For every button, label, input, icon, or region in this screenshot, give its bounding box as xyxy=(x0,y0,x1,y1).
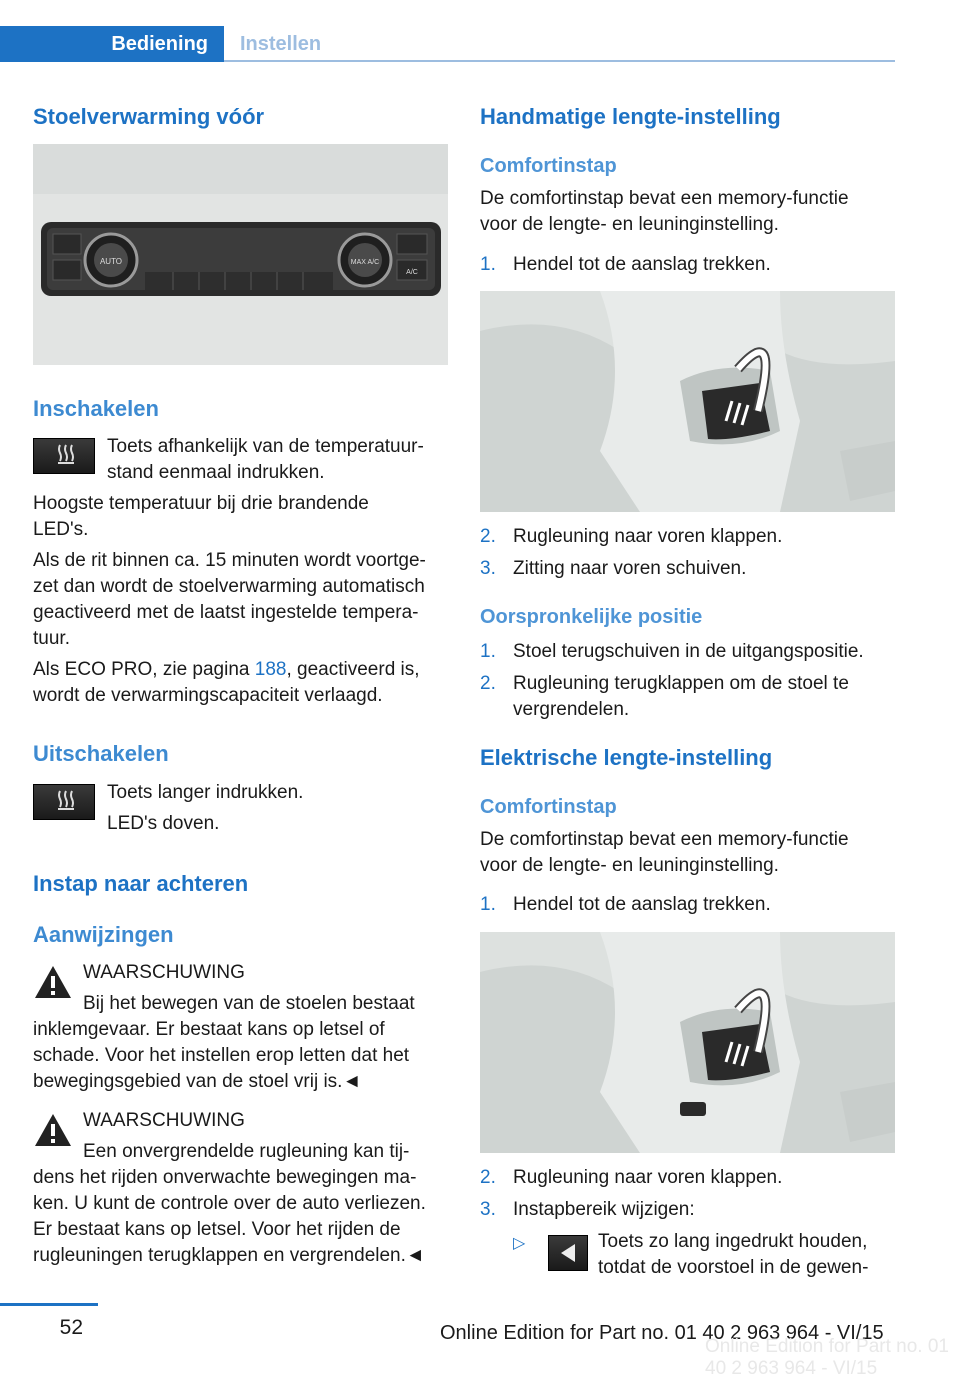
seat-heating-button-icon-2 xyxy=(33,784,95,820)
warning1-line3: schade. Voor het instellen erop letten dat het xyxy=(33,1045,410,1066)
heading-uitschakelen: Uitschakelen xyxy=(33,741,169,766)
inschakelen-p2d: tuur. xyxy=(33,628,70,649)
step-text: Rugleuning naar voren klappen. xyxy=(513,1167,783,1188)
bullet-marker: ▷ xyxy=(513,1235,526,1252)
warning1-line4: bewegingsgebied van de stoel vrij is.◄ xyxy=(33,1071,362,1092)
warning-triangle-icon xyxy=(33,964,73,1000)
climate-panel-figure xyxy=(33,144,448,365)
step-text: Rugleuning terugklappen om de stoel te xyxy=(513,673,849,694)
footer-accent-bar xyxy=(0,1303,98,1306)
intro2-line1: De comfortinstap bevat een memory-functie xyxy=(480,829,849,850)
ac-label: A/C xyxy=(406,269,418,276)
warning2-line3: ken. U kunt de controle over de auto verliezen. xyxy=(33,1193,426,1214)
electric-lever-figure xyxy=(480,932,895,1153)
heading-comfortinstap-2: Comfortinstap xyxy=(480,796,617,818)
warning-triangle-icon-2 xyxy=(33,1112,73,1148)
p3a-post: , geactiveerd is, xyxy=(286,659,420,680)
step-number: 1. xyxy=(480,894,496,915)
edition-text: Online Edition for Part no. 01 40 2 963 964 - VI/15 xyxy=(440,1322,884,1344)
page-number: 52 xyxy=(59,1316,83,1339)
p3a-pre: Als ECO PRO, zie pagina xyxy=(33,659,255,680)
warning2-line5: rugleuningen terugklappen en vergrendelen.◄ xyxy=(33,1245,425,1266)
max-ac-label: MAX A/C xyxy=(350,259,380,266)
step-text-cont: vergrendelen. xyxy=(513,699,630,720)
step-number: 1. xyxy=(480,641,496,662)
arrow-left-button-icon xyxy=(548,1235,588,1271)
warning2-line4: Er bestaat kans op letsel. Voor het rijden de xyxy=(33,1219,401,1240)
climate-panel-illustration xyxy=(33,144,448,365)
warning2-title: WAARSCHUWING xyxy=(83,1110,245,1131)
warning2-line1: Een onvergrendelde rugleuning kan tij- xyxy=(83,1141,410,1162)
tab-instellen[interactable]: Instellen xyxy=(240,33,322,55)
tab-divider xyxy=(224,60,895,62)
electric-lever-illustration xyxy=(480,932,895,1153)
heading-aanwijzingen: Aanwijzingen xyxy=(33,922,174,947)
uitschakelen-line2: LED's doven. xyxy=(107,813,220,834)
inschakelen-p3a xyxy=(33,657,420,683)
inschakelen-p1b: LED's. xyxy=(33,519,89,540)
step-text: Instapbereik wijzigen: xyxy=(513,1199,695,1220)
heading-elektrische: Elektrische lengte-instelling xyxy=(480,745,773,770)
intro1-line2: voor de lengte- en leuninginstelling. xyxy=(480,214,779,235)
inschakelen-line1: Toets afhankelijk van de temperatuur- xyxy=(107,436,424,457)
section-title-stoelverwarming: Stoelverwarming vóór xyxy=(33,104,265,129)
step-number: 3. xyxy=(480,1199,496,1220)
inschakelen-p1: Hoogste temperatuur bij drie brandende xyxy=(33,493,369,514)
bullet-line1: Toets zo lang ingedrukt houden, xyxy=(598,1231,868,1252)
seat-heating-button-icon xyxy=(33,438,95,474)
auto-label: AUTO xyxy=(99,257,123,266)
step-text: Hendel tot de aanslag trekken. xyxy=(513,894,771,915)
warning1-line2: inklemgevaar. Er bestaat kans op letsel of xyxy=(33,1019,385,1040)
step-text: Stoel terugschuiven in de uitgangspositie. xyxy=(513,641,864,662)
step-number: 2. xyxy=(480,673,496,694)
step-number: 1. xyxy=(480,254,496,275)
inschakelen-p2a: Als de rit binnen ca. 15 minuten wordt voortge- xyxy=(33,550,426,571)
inschakelen-p2c: geactiveerd met de laatst ingestelde tempera- xyxy=(33,602,419,623)
inschakelen-p3b: wordt de verwarmingscapaciteit verlaagd. xyxy=(33,685,383,706)
heading-comfortinstap-1: Comfortinstap xyxy=(480,155,617,177)
step-number: 2. xyxy=(480,1167,496,1188)
heading-oorspronkelijke: Oorspronkelijke positie xyxy=(480,606,703,628)
page-link-188[interactable]: 188 xyxy=(254,659,287,680)
step-number: 3. xyxy=(480,558,496,579)
inschakelen-line2: stand eenmaal indrukken. xyxy=(107,462,325,483)
step-text: Zitting naar voren schuiven. xyxy=(513,558,747,579)
watermark: Online Edition for Part no. 01 40 2 963 964 - VI/15 xyxy=(705,1336,949,1379)
intro2-line2: voor de lengte- en leuninginstelling. xyxy=(480,855,779,876)
step-text: Rugleuning naar voren klappen. xyxy=(513,526,783,547)
uitschakelen-line1: Toets langer indrukken. xyxy=(107,782,304,803)
manual-lever-illustration xyxy=(480,291,895,512)
step-text: Hendel tot de aanslag trekken. xyxy=(513,254,771,275)
warning2-line2: dens het rijden onverwachte bewegingen ma- xyxy=(33,1167,417,1188)
heading-instap: Instap naar achteren xyxy=(33,871,249,896)
inschakelen-p2b: zet dan wordt de stoelverwarming automatisch xyxy=(33,576,425,597)
warning1-title: WAARSCHUWING xyxy=(83,962,245,983)
heading-handmatige: Handmatige lengte-instelling xyxy=(480,104,781,129)
tab-bediening[interactable]: Bediening xyxy=(0,26,224,62)
bullet-line2: totdat de voorstoel in de gewen- xyxy=(598,1257,869,1278)
warning1-line1: Bij het bewegen van de stoelen bestaat xyxy=(83,993,415,1014)
intro1-line1: De comfortinstap bevat een memory-functie xyxy=(480,188,849,209)
step-number: 2. xyxy=(480,526,496,547)
header-tabs xyxy=(0,26,895,62)
manual-lever-figure xyxy=(480,291,895,512)
heading-inschakelen: Inschakelen xyxy=(33,396,159,421)
